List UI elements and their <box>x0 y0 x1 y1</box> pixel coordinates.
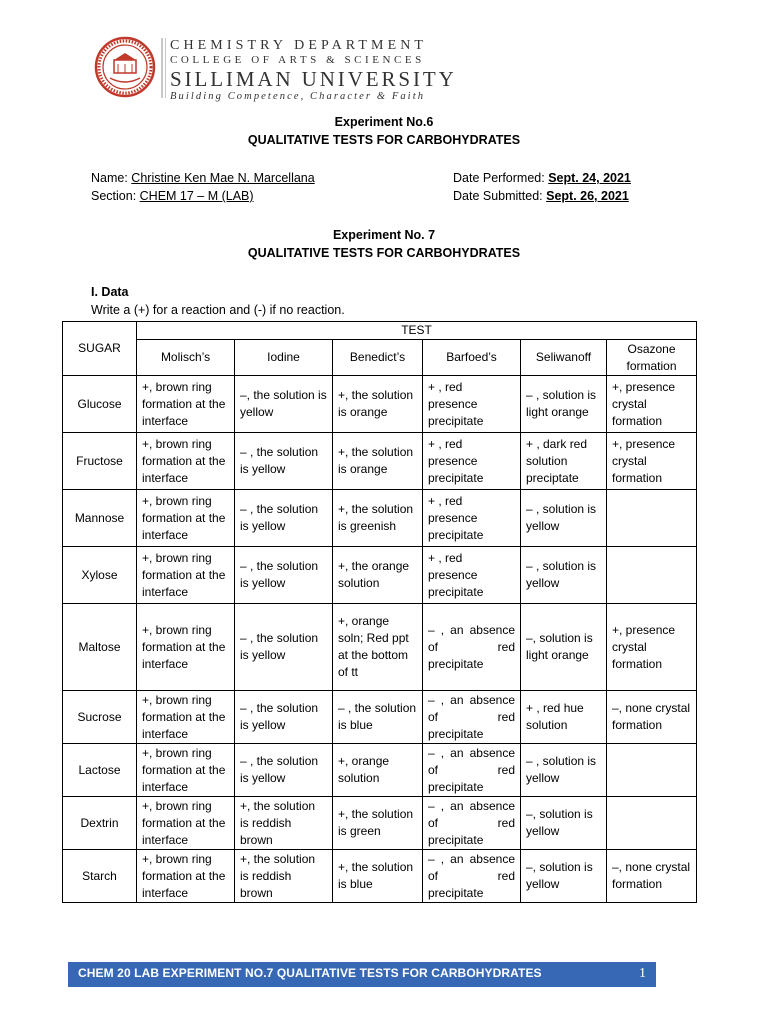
iodine-result: +, the solution is reddish brown <box>235 850 333 903</box>
osazone-result: +, presence crystal formation <box>607 376 697 433</box>
column-header: Osazone formation <box>607 340 697 376</box>
barfoed-result: – , an absence of red precipitate <box>423 797 521 850</box>
molisch-result: +, brown ring formation at the interface <box>137 376 235 433</box>
table-row <box>63 691 697 744</box>
sugar-name: Maltose <box>63 604 137 691</box>
seliwanoff-result: –, solution is light orange <box>521 604 607 691</box>
college-name: COLLEGE OF ARTS & SCIENCES <box>170 54 425 66</box>
benedict-result: +, orange soln; Red ppt at the bottom of tt <box>333 604 423 691</box>
sugar-name: Fructose <box>63 433 137 490</box>
column-header: Benedict’s <box>333 340 423 376</box>
letterhead <box>170 38 470 103</box>
date-submitted-label: Date Submitted: <box>453 189 547 203</box>
seliwanoff-result: –, solution is yellow <box>521 797 607 850</box>
experiment-number-6: Experiment No.6 <box>334 115 434 129</box>
experiment-number-7: Experiment No. 7 <box>332 228 436 242</box>
osazone-result: +, presence crystal formation <box>607 604 697 691</box>
table-row <box>63 604 697 691</box>
barfoed-result: – , an absence of red precipitate <box>423 691 521 744</box>
barfoed-result: – , an absence of red precipitate <box>423 744 521 797</box>
iodine-result: – , the solution is yellow <box>235 691 333 744</box>
barfoed-result: – , an absence of red precipitate <box>423 850 521 903</box>
section-heading: I. Data <box>91 285 129 299</box>
sugar-name: Dextrin <box>63 797 137 850</box>
iodine-result: – , the solution is yellow <box>235 433 333 490</box>
name-label: Name: <box>91 171 132 185</box>
section-value: CHEM 17 – M (LAB) <box>139 189 254 203</box>
osazone-result: –, none crystal formation <box>607 850 697 903</box>
molisch-result: +, brown ring formation at the interface <box>137 490 235 547</box>
table-row <box>63 744 697 797</box>
seliwanoff-result: + , dark red solution preciptate <box>521 433 607 490</box>
table-header-row <box>63 322 697 340</box>
benedict-result: +, the orange solution <box>333 547 423 604</box>
seliwanoff-result: –, solution is yellow <box>521 850 607 903</box>
osazone-result <box>607 744 697 797</box>
date-performed-label: Date Performed: <box>453 171 549 185</box>
barfoed-result: + , red presence precipitate <box>423 376 521 433</box>
iodine-result: – , the solution is yellow <box>235 547 333 604</box>
molisch-result: +, brown ring formation at the interface <box>137 547 235 604</box>
barfoed-result: + , red presence precipitate <box>423 490 521 547</box>
benedict-result: +, the solution is green <box>333 797 423 850</box>
benedict-result: +, the solution is blue <box>333 850 423 903</box>
barfoed-result: + , red presence precipitate <box>423 547 521 604</box>
molisch-result: +, brown ring formation at the interface <box>137 797 235 850</box>
iodine-result: +, the solution is reddish brown <box>235 797 333 850</box>
iodine-result: – , the solution is yellow <box>235 604 333 691</box>
column-header: Iodine <box>235 340 333 376</box>
table-row <box>63 850 697 903</box>
department-name: CHEMISTRY DEPARTMENT <box>170 38 428 53</box>
molisch-result: +, brown ring formation at the interface <box>137 744 235 797</box>
sugar-name: Mannose <box>63 490 137 547</box>
name-field <box>91 171 345 185</box>
table-row <box>63 376 697 433</box>
benedict-result: +, the solution is orange <box>333 376 423 433</box>
table-row <box>63 490 697 547</box>
osazone-result: –, none crystal formation <box>607 691 697 744</box>
iodine-result: –, the solution is yellow <box>235 376 333 433</box>
carbohydrate-test-table <box>62 321 697 903</box>
iodine-result: – , the solution is yellow <box>235 490 333 547</box>
page-number: 1 <box>639 966 646 981</box>
benedict-result: +, the solution is greenish <box>333 490 423 547</box>
molisch-result: +, brown ring formation at the interface <box>137 433 235 490</box>
seliwanoff-result: – , solution is yellow <box>521 744 607 797</box>
experiment-title-7: QUALITATIVE TESTS FOR CARBOHYDRATES <box>247 246 521 260</box>
sugar-name: Lactose <box>63 744 137 797</box>
osazone-result <box>607 490 697 547</box>
section-label: Section: <box>91 189 140 203</box>
molisch-result: +, brown ring formation at the interface <box>137 691 235 744</box>
page-footer <box>68 962 656 987</box>
date-performed-value: Sept. 24, 2021 <box>548 171 631 185</box>
sugar-name: Xylose <box>63 547 137 604</box>
date-submitted-value: Sept. 26, 2021 <box>546 189 629 203</box>
section-field <box>91 189 254 203</box>
table-row <box>63 547 697 604</box>
column-header: Barfoed’s <box>423 340 521 376</box>
date-submitted-field <box>453 189 629 203</box>
table-row <box>63 433 697 490</box>
molisch-result: +, brown ring formation at the interface <box>137 604 235 691</box>
column-header: Molisch’s <box>137 340 235 376</box>
column-header: Seliwanoff <box>521 340 607 376</box>
instruction-text: Write a (+) for a reaction and (-) if no reaction. <box>91 303 345 317</box>
molisch-result: +, brown ring formation at the interface <box>137 850 235 903</box>
seliwanoff-result: + , red hue solution <box>521 691 607 744</box>
experiment-title-6: QUALITATIVE TESTS FOR CARBOHYDRATES <box>247 133 521 147</box>
seliwanoff-result: – , solution is yellow <box>521 547 607 604</box>
sugar-name: Glucose <box>63 376 137 433</box>
table-row <box>63 797 697 850</box>
test-columns-row <box>63 340 697 376</box>
date-performed-field <box>453 171 631 185</box>
seliwanoff-result: – , solution is light orange <box>521 376 607 433</box>
benedict-result: +, the solution is orange <box>333 433 423 490</box>
test-group-header: TEST <box>137 322 697 340</box>
header-divider <box>161 38 163 98</box>
university-tagline: Building Competence, Character & Faith <box>170 91 426 102</box>
benedict-result: – , the solution is blue <box>333 691 423 744</box>
sugar-name: Sucrose <box>63 691 137 744</box>
header-divider-thin <box>165 38 166 98</box>
sugar-column-header: SUGAR <box>63 322 137 376</box>
iodine-result: – , the solution is yellow <box>235 744 333 797</box>
osazone-result <box>607 797 697 850</box>
seliwanoff-result: – , solution is yellow <box>521 490 607 547</box>
barfoed-result: + , red presence precipitate <box>423 433 521 490</box>
name-value: Christine Ken Mae N. Marcellana <box>131 171 315 185</box>
osazone-result <box>607 547 697 604</box>
footer-title: CHEM 20 LAB EXPERIMENT NO.7 QUALITATIVE TESTS FOR CARBOHYDRATES <box>78 966 542 980</box>
sugar-name: Starch <box>63 850 137 903</box>
university-name: SILLIMAN UNIVERSITY <box>170 67 457 91</box>
silliman-university-seal-icon <box>94 36 156 98</box>
barfoed-result: – , an absence of red precipitate <box>423 604 521 691</box>
osazone-result: +, presence crystal formation <box>607 433 697 490</box>
benedict-result: +, orange solution <box>333 744 423 797</box>
